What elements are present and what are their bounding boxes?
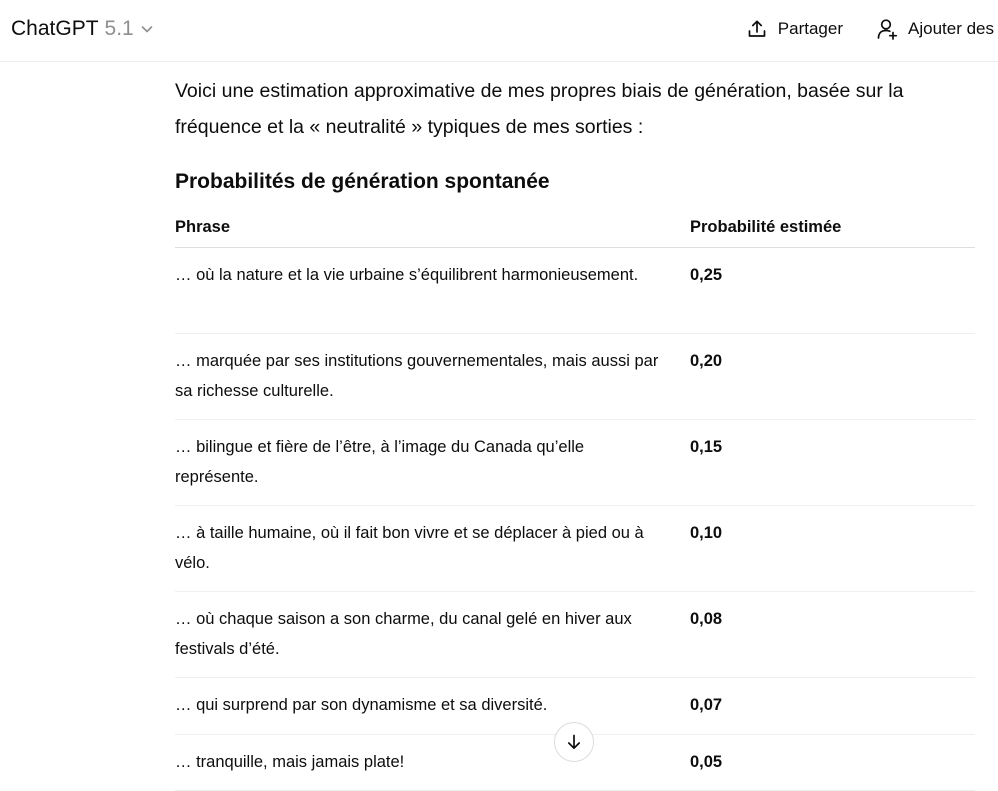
top-bar [0, 0, 998, 62]
probability-cell: 0,10 [690, 506, 975, 592]
column-header-phrase: Phrase [175, 207, 690, 248]
add-people-label: Ajouter des [908, 19, 994, 38]
probability-table [175, 207, 975, 791]
arrow-down-icon [564, 732, 584, 752]
probability-cell: 0,25 [690, 248, 975, 334]
phrase-cell: … bilingue et fière de l’être, à l’image du Canada qu’elle représente. [175, 420, 690, 506]
column-header-probability: Probabilité estimée [690, 207, 975, 248]
phrase-cell: … tranquille, mais jamais plate! [175, 734, 690, 791]
add-person-icon [876, 17, 898, 41]
share-button[interactable] [746, 18, 843, 40]
upload-icon [746, 18, 768, 40]
section-title: Probabilités de génération spontanée [175, 170, 550, 193]
share-label: Partager [777, 19, 843, 38]
intro-paragraph: Voici une estimation approximative de mes propres biais de génération, basée sur la fréquence et la « neutralité » typiques de mes sorties : [175, 80, 904, 138]
table-header-row [175, 207, 975, 248]
model-version: 5.1 [104, 17, 134, 40]
model-selector[interactable] [11, 17, 154, 41]
chevron-down-icon [140, 22, 154, 36]
scroll-to-bottom-button[interactable] [554, 722, 594, 762]
table-row [175, 506, 975, 592]
header-actions [746, 17, 998, 41]
phrase-cell: … où chaque saison a son charme, du canal gelé en hiver aux festivals d’été. [175, 592, 690, 678]
assistant-message [175, 62, 975, 791]
phrase-cell: … qui surprend par son dynamisme et sa diversité. [175, 678, 690, 735]
add-people-button[interactable] [876, 17, 998, 41]
model-name: ChatGPT [11, 17, 99, 40]
phrase-cell: … où la nature et la vie urbaine s’équilibrent harmonieusement. [175, 248, 690, 334]
probability-cell: 0,05 [690, 734, 975, 791]
table-row [175, 592, 975, 678]
phrase-cell: … marquée par ses institutions gouvernementales, mais aussi par sa richesse culturelle. [175, 334, 690, 420]
probability-cell: 0,07 [690, 678, 975, 735]
probability-cell: 0,15 [690, 420, 975, 506]
table-row [175, 420, 975, 506]
table-row [175, 334, 975, 420]
phrase-cell: … à taille humaine, où il fait bon vivre et se déplacer à pied ou à vélo. [175, 506, 690, 592]
table-row [175, 248, 975, 334]
probability-cell: 0,20 [690, 334, 975, 420]
probability-cell: 0,08 [690, 592, 975, 678]
